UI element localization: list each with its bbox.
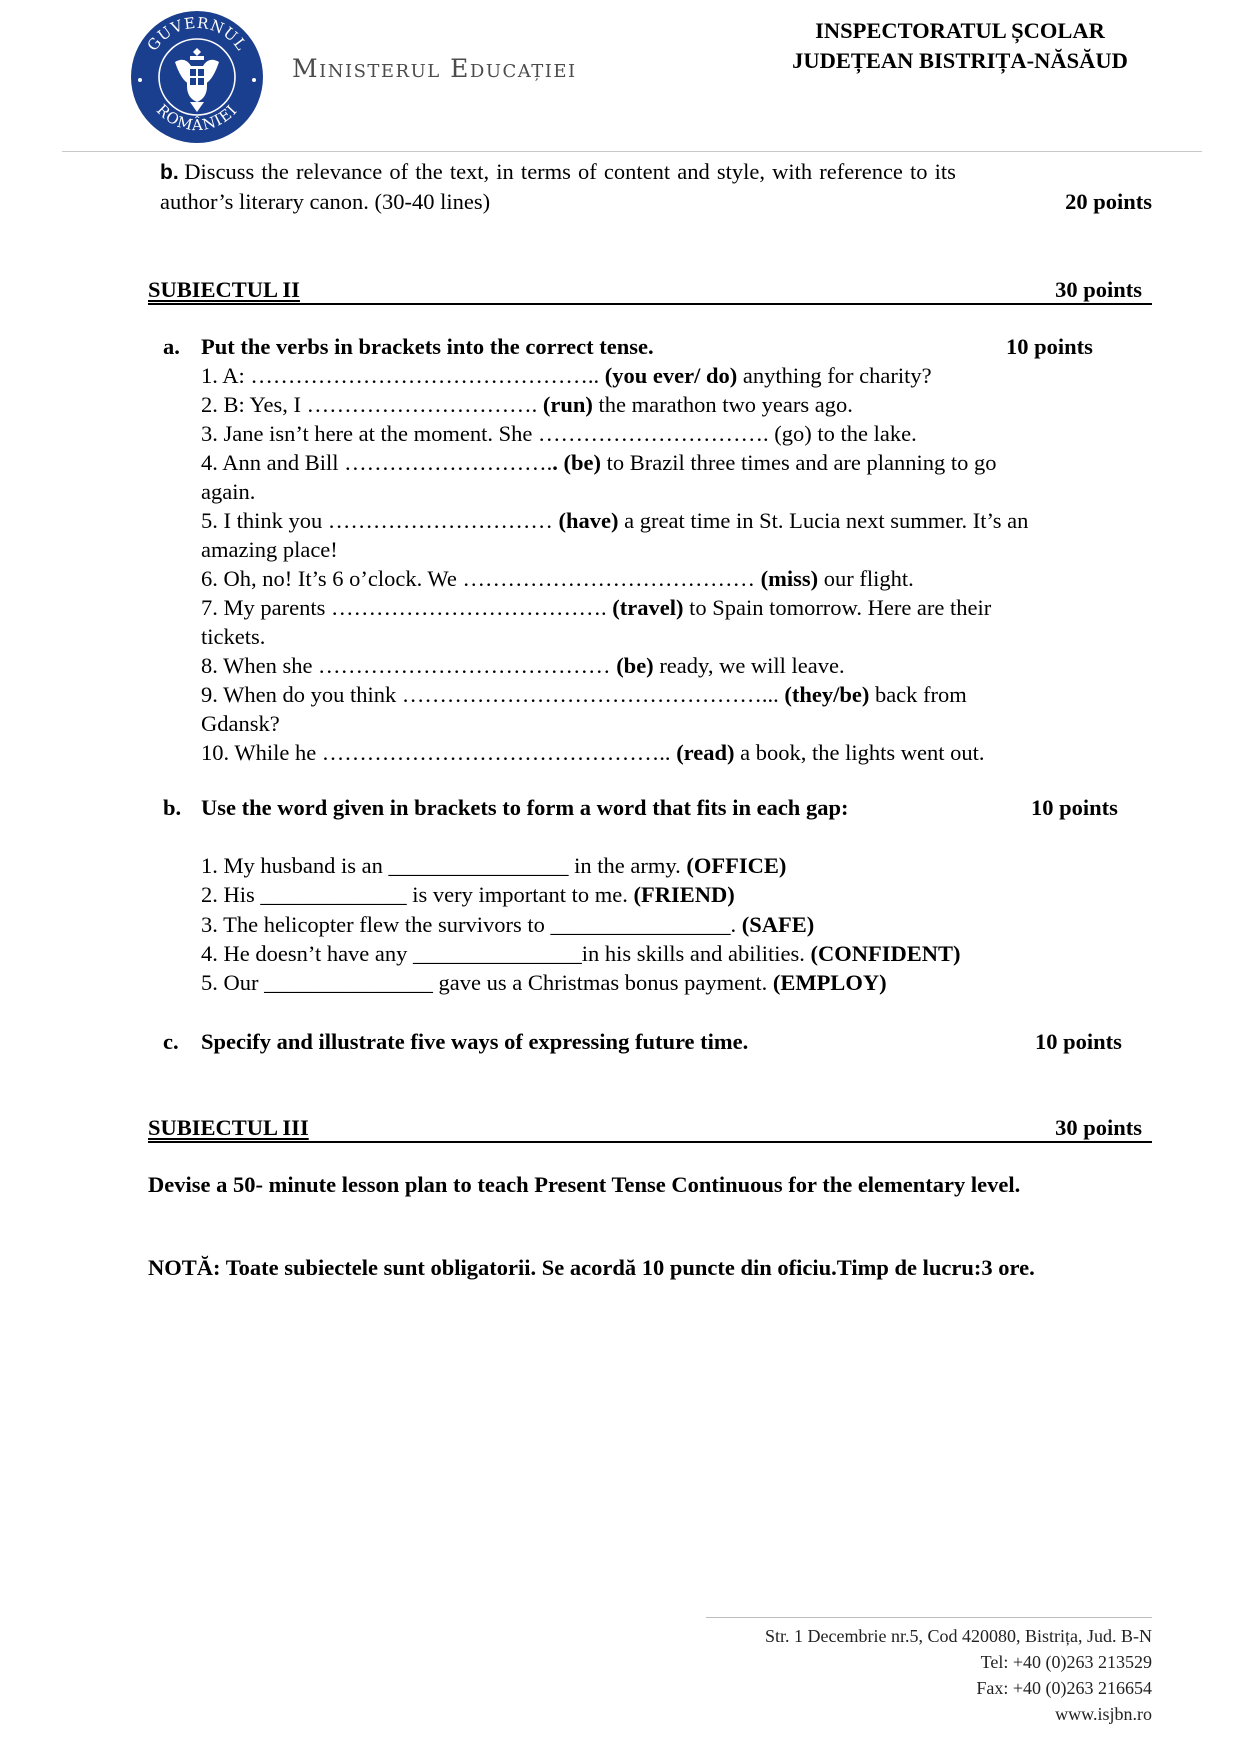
- exercise-line: amazing place!: [201, 537, 338, 562]
- part-b-label: b.: [160, 161, 179, 184]
- word-formation-line: 4. He doesn’t have any _______________in his skills and abilities. (CONFIDENT): [201, 941, 961, 966]
- part-b-line-2: author’s literary canon. (30-40 lines): [160, 189, 491, 214]
- word-formation-line: 1. My husband is an ________________ in the army. (OFFICE): [201, 853, 787, 878]
- subiectul-2-points: 30 points: [1055, 277, 1142, 302]
- ministry-name: Ministerul Educației: [292, 54, 577, 83]
- footer-website: www.isjbn.ro: [1055, 1704, 1152, 1724]
- header-divider: [62, 151, 1202, 152]
- word-formation-line: 5. Our _______________ gave us a Christmas bonus payment. (EMPLOY): [201, 970, 887, 995]
- task-a-points: 10 points: [1006, 334, 1093, 359]
- subiectul-3-heading: [148, 1115, 1152, 1143]
- task-a-label: a.: [163, 334, 180, 359]
- exercise-line: 5. I think you ………………………… (have) a great time in St. Lucia next summer. It’s an: [201, 508, 1029, 533]
- task-b-instruction: Use the word given in brackets to form a word that fits in each gap:: [201, 795, 849, 820]
- exercise-line: 4. Ann and Bill ……………………….. (be) to Brazil three times and are planning to go: [201, 450, 997, 475]
- inspectorate-line-2: JUDEȚEAN BISTRIȚA-NĂSĂUD: [792, 48, 1128, 73]
- exercise-line: 1. A: ……………………………………….. (you ever/ do) anything for charity?: [201, 363, 932, 388]
- task-b-label: b.: [163, 795, 182, 820]
- exercise-line: 2. B: Yes, I …………………………. (run) the marathon two years ago.: [201, 392, 853, 417]
- footer-address: Str. 1 Decembrie nr.5, Cod 420080, Bistrița, Jud. B-N: [765, 1626, 1152, 1646]
- exercise-line: Gdansk?: [201, 711, 280, 736]
- inspectorate-line-1: INSPECTORATUL ȘCOLAR: [815, 18, 1105, 43]
- seal-text-top: GUVERNUL: [143, 13, 251, 55]
- exercise-line: 9. When do you think …………………………………………... (they/be) back from: [201, 682, 967, 707]
- task-c-label: c.: [163, 1029, 179, 1054]
- word-formation-line: 3. The helicopter flew the survivors to ________________. (SAFE): [201, 912, 815, 937]
- part-b-text-1: Discuss the relevance of the text, in terms of content and style, with reference to its: [184, 159, 956, 184]
- footer-tel: Tel: +40 (0)263 213529: [980, 1652, 1152, 1672]
- subiectul-3-points: 30 points: [1055, 1115, 1142, 1140]
- part-b-line-1: [160, 158, 956, 187]
- task-c-points: 10 points: [1035, 1029, 1122, 1054]
- subiectul-2-title: SUBIECTUL II: [148, 277, 300, 302]
- government-seal-logo: [130, 10, 264, 144]
- exercise-line: 10. While he ……………………………………….. (read) a book, the lights went out.: [201, 740, 985, 765]
- exercise-line: 7. My parents ………………………………. (travel) to Spain tomorrow. Here are their: [201, 595, 992, 620]
- exercise-line: 6. Oh, no! It’s 6 o’clock. We ………………………………… (miss) our flight.: [201, 566, 914, 591]
- task-a-instruction: Put the verbs in brackets into the correct tense.: [201, 334, 654, 359]
- subiectul-3-task: Devise a 50- minute lesson plan to teach Present Tense Continuous for the elementary level.: [148, 1172, 1021, 1197]
- footer-divider: [706, 1617, 1152, 1618]
- word-formation-line: 2. His _____________ is very important to me. (FRIEND): [201, 882, 735, 907]
- subiectul-3-title: SUBIECTUL III: [148, 1115, 309, 1140]
- task-c-instruction: Specify and illustrate five ways of expressing future time.: [201, 1029, 749, 1054]
- inspectorate-title: [740, 16, 1180, 76]
- task-b-points: 10 points: [1031, 795, 1118, 820]
- exercise-line: tickets.: [201, 624, 266, 649]
- part-b-points: 20 points: [1065, 189, 1152, 214]
- exercise-line: 3. Jane isn’t here at the moment. She …………………………. (go) to the lake.: [201, 421, 917, 446]
- footer-fax: Fax: +40 (0)263 216654: [976, 1678, 1152, 1698]
- exercise-line: 8. When she ………………………………… (be) ready, we will leave.: [201, 653, 845, 678]
- exam-note: NOTĂ: Toate subiectele sunt obligatorii. Se acordă 10 puncte din oficiu.Timp de lucru:3 ore.: [148, 1255, 1035, 1280]
- exercise-line: again.: [201, 479, 256, 504]
- seal-text-bottom: ROMÂNIEI: [152, 100, 242, 135]
- subiectul-2-heading: [148, 277, 1152, 305]
